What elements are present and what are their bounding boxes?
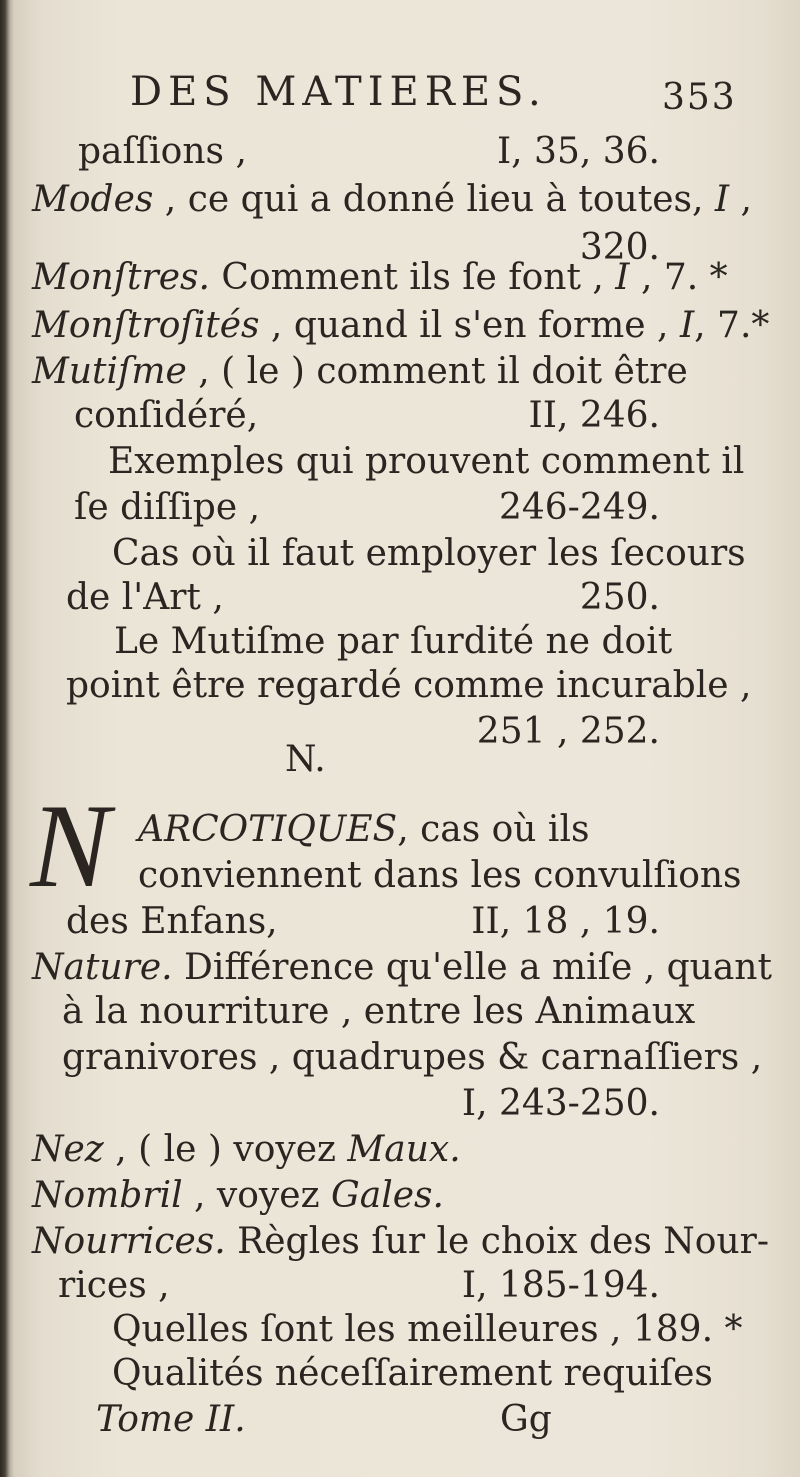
page-number: 353 — [662, 77, 737, 118]
entry-text: ſe diſſipe , — [74, 487, 261, 528]
page-reference: I, 35, 36. — [496, 131, 660, 172]
entry-text: point être regardé comme incurable , — [66, 665, 752, 706]
entry-line — [66, 664, 751, 708]
entry-text: de l'Art , — [66, 577, 224, 618]
book-spine — [0, 0, 14, 1477]
entry-text: ARCOTIQUES — [138, 809, 398, 850]
entry-text: rices , — [58, 1265, 170, 1306]
entry-line — [74, 486, 260, 530]
entry-text: paſſions , — [78, 131, 247, 172]
entry-text: Nature. — [32, 947, 173, 988]
entry-text: , 7.* — [694, 305, 770, 346]
entry-text: , ( le ) comment il doit être — [186, 351, 688, 392]
page-reference: 250. — [579, 577, 660, 618]
entry-line — [66, 900, 278, 944]
entry-text: Nez — [32, 1129, 104, 1170]
volume-label: Tome II. — [96, 1399, 246, 1440]
entry-line — [32, 946, 772, 990]
entry-line — [138, 854, 742, 898]
entry-text: Maux. — [347, 1129, 461, 1170]
entry-line — [74, 394, 258, 438]
entry-text: Nombril — [32, 1175, 183, 1216]
entry-text: , quand il s'en forme , — [259, 305, 680, 346]
entry-text: N. — [285, 739, 326, 780]
entry-text: I — [714, 179, 730, 220]
entry-text: Mutiſme — [32, 351, 187, 392]
entry-text: granivores , quadrupes & carnaſſiers , — [62, 1037, 763, 1078]
entry-text: , — [729, 179, 752, 220]
entry-text: Le Mutiſme par ſurdité ne doit — [114, 621, 673, 662]
entry-line — [114, 620, 672, 664]
entry-text: Monſtres. — [32, 257, 210, 298]
entry-text: Différence qu'elle a miſe , quant — [172, 947, 772, 988]
entry-text: à la nourriture , entre les Animaux — [62, 991, 696, 1032]
entry-line — [32, 178, 752, 222]
entry-text: I — [615, 257, 630, 298]
entry-line — [58, 1264, 170, 1308]
page-reference: 246-249. — [498, 487, 660, 528]
entry-text: Gales. — [331, 1175, 444, 1216]
entry-text: Modes — [32, 179, 154, 220]
entry-text: , 7. * — [629, 257, 728, 298]
entry-text: Nourrices. — [32, 1221, 226, 1262]
entry-line — [32, 1174, 444, 1218]
page-reference: II, 246. — [528, 395, 660, 436]
entry-line — [78, 130, 247, 174]
entry-line — [32, 1128, 461, 1172]
entry-text: , voyez — [182, 1175, 331, 1216]
entry-line — [62, 990, 695, 1034]
entry-text: Comment ils ſe font , — [209, 257, 616, 298]
entry-line — [32, 350, 688, 394]
page-reference: 320. — [579, 227, 660, 268]
entry-text: Qualités néceſſairement requiſes — [112, 1353, 713, 1394]
page-reference: II, 18 , 19. — [471, 901, 660, 942]
entry-text: Exemples qui prouvent comment il — [108, 441, 745, 482]
entry-text: Règles ſur le choix des Nour- — [225, 1221, 770, 1262]
section-letter — [285, 738, 326, 782]
entry-text: I — [679, 305, 695, 346]
signature-mark: Gg — [500, 1399, 552, 1440]
page-reference: I, 185-194. — [461, 1265, 660, 1306]
entry-line — [66, 576, 224, 620]
header-title: DES MATIERES. — [130, 69, 547, 115]
entry-line — [32, 304, 769, 348]
entry-text: Monſtroſités — [32, 305, 260, 346]
entry-text: , ce qui a donné lieu à toutes, — [153, 179, 715, 220]
entry-line — [108, 440, 744, 484]
entry-text: des Enfans, — [66, 901, 278, 942]
page-reference: 251 , 252. — [476, 711, 660, 752]
entry-line — [112, 532, 746, 576]
entry-text: Quelles ſont les meilleures , 189. * — [112, 1309, 743, 1350]
entry-text: conſidéré, — [74, 395, 259, 436]
entry-text: , ( le ) voyez — [103, 1129, 348, 1170]
page-reference: I, 243-250. — [461, 1083, 660, 1124]
entry-line — [138, 808, 589, 852]
entry-line — [112, 1308, 742, 1352]
entry-line — [62, 1036, 762, 1080]
entry-line — [32, 1220, 769, 1264]
entry-text: Cas où il faut employer les ſecours — [112, 533, 746, 574]
drop-cap: N — [30, 779, 111, 912]
entry-line — [112, 1352, 713, 1396]
entry-text: conviennent dans les convulſions — [138, 855, 742, 896]
entry-text: , cas où ils — [397, 809, 590, 850]
